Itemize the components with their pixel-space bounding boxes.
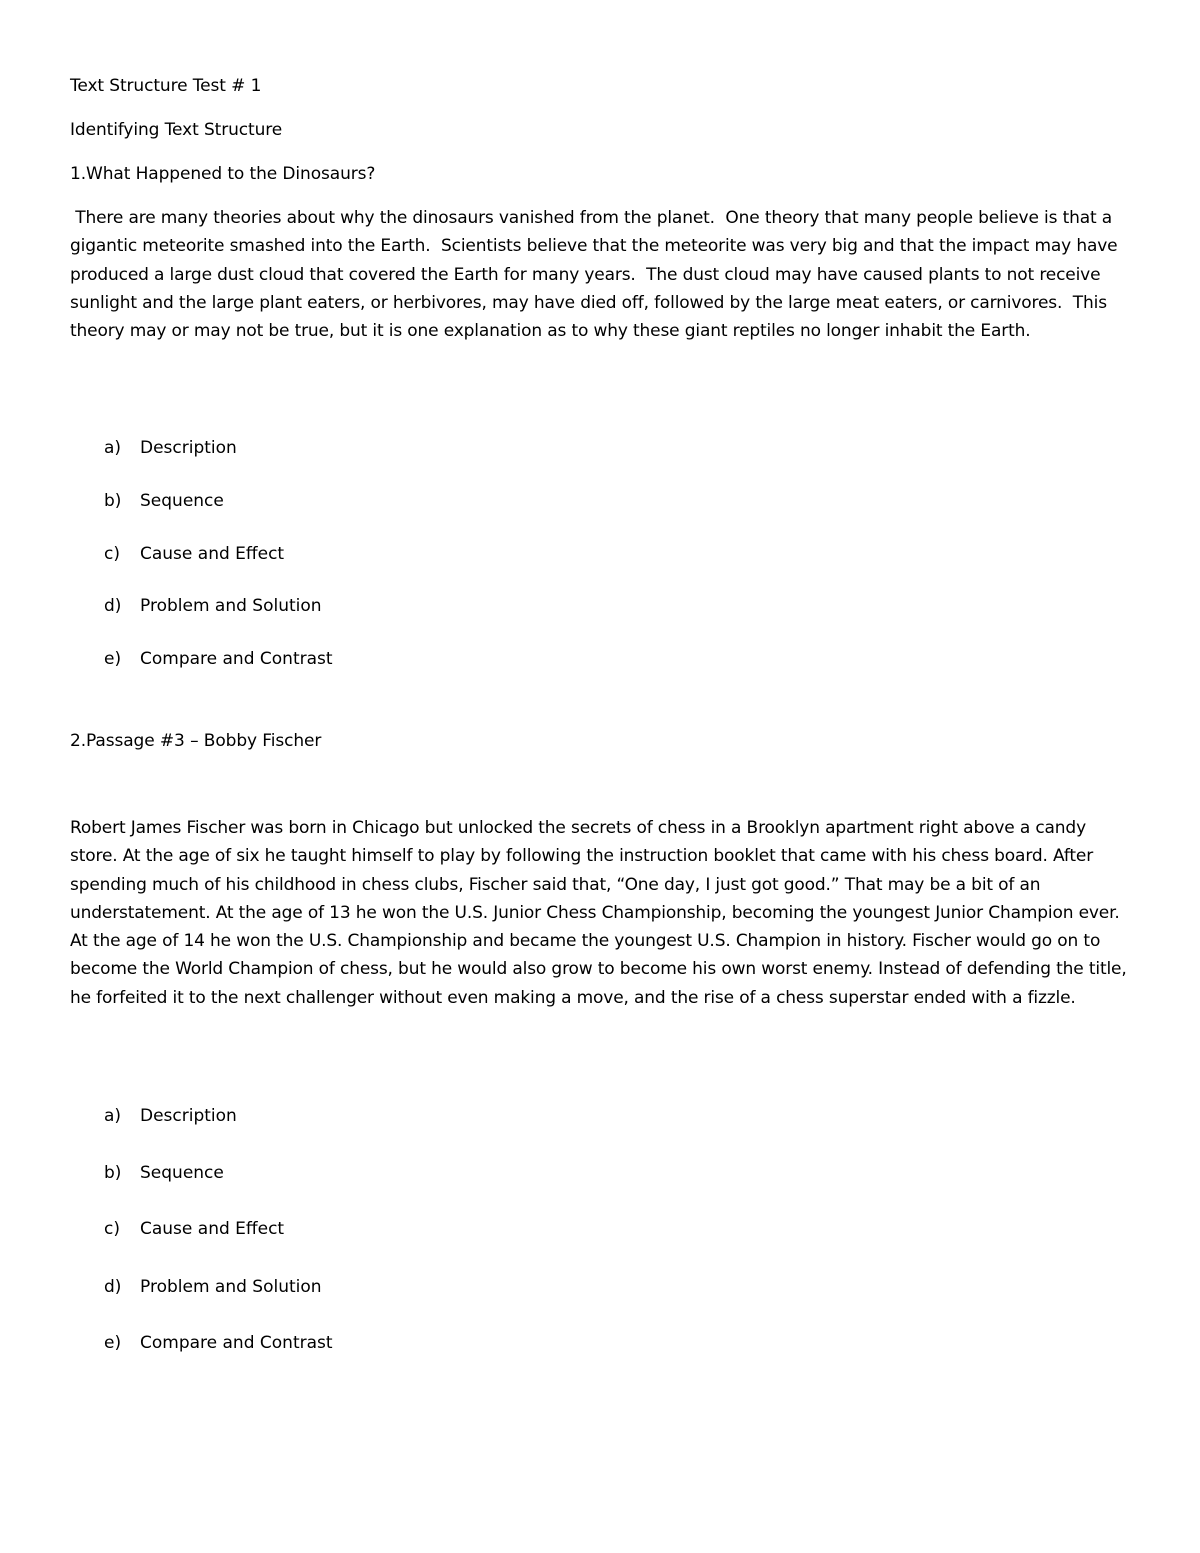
document-title: Text Structure Test # 1 — [70, 76, 262, 96]
option-letter: c) — [104, 544, 120, 564]
option-letter: e) — [104, 649, 122, 669]
question-1-option-b[interactable] — [104, 487, 224, 515]
question-1-option-c[interactable] — [104, 540, 284, 568]
option-letter: d) — [104, 1277, 122, 1297]
question-1-option-e[interactable] — [104, 645, 333, 673]
option-text: Sequence — [140, 1163, 224, 1183]
option-text: Compare and Contrast — [140, 1333, 333, 1353]
option-letter: a) — [104, 1106, 122, 1126]
question-1-heading: 1.What Happened to the Dinosaurs? — [70, 164, 376, 184]
question-1-option-a[interactable] — [104, 434, 237, 462]
document-subtitle: Identifying Text Structure — [70, 120, 283, 140]
question-1-passage: There are many theories about why the dinosaurs vanished from the planet. One theory that many people believe is that a gigantic meteorite smashed into the Earth. Scientists believe that the meteorite was very big and that the impact may have produced a large dust cloud that covered the Earth for many years. The dust cloud may have caused plants to not receive sunlight and the large plant eaters, or herbivores, may have died off, followed by the large meat eaters, or carnivores. This theory may or may not be true, but it is one explanation as to why these giant reptiles no longer inhabit the Earth. — [70, 208, 1123, 342]
option-text: Sequence — [140, 491, 224, 511]
question-2-option-c[interactable] — [104, 1215, 284, 1243]
option-text: Problem and Solution — [140, 596, 322, 616]
option-letter: d) — [104, 596, 122, 616]
option-letter: e) — [104, 1333, 122, 1353]
question-2-option-a[interactable] — [104, 1102, 237, 1130]
question-2-passage: Robert James Fischer was born in Chicago but unlocked the secrets of chess in a Brooklyn apartment right above a candy store. At the age of six he taught himself to play by following the instruction booklet that came with his chess board. After spending much of his childhood in chess clubs, Fischer said that, “One day, I just got good.” That may be a bit of an understatement. At the age of 13 he won the U.S. Junior Chess Championship, becoming the youngest Junior Champion ever. At the age of 14 he won the U.S. Championship and became the youngest U.S. Champion in history. Fischer would go on to become the World Champion of chess, but he would also grow to become his own worst enemy. Instead of defending the title, he forfeited it to the next challenger without even making a move, and the rise of a chess superstar ended with a fizzle. — [70, 818, 1127, 1008]
option-letter: c) — [104, 1219, 120, 1239]
question-2-heading: 2.Passage #3 – Bobby Fischer — [70, 731, 322, 751]
question-2-option-e[interactable] — [104, 1329, 333, 1357]
option-letter: b) — [104, 1163, 122, 1183]
option-letter: a) — [104, 438, 122, 458]
option-text: Description — [140, 1106, 237, 1126]
option-text: Problem and Solution — [140, 1277, 322, 1297]
question-2-option-b[interactable] — [104, 1159, 224, 1187]
option-text: Cause and Effect — [140, 1219, 285, 1239]
option-text: Description — [140, 438, 237, 458]
option-letter: b) — [104, 491, 122, 511]
option-text: Cause and Effect — [140, 544, 285, 564]
question-1-option-d[interactable] — [104, 592, 322, 620]
question-2-option-d[interactable] — [104, 1273, 322, 1301]
option-text: Compare and Contrast — [140, 649, 333, 669]
